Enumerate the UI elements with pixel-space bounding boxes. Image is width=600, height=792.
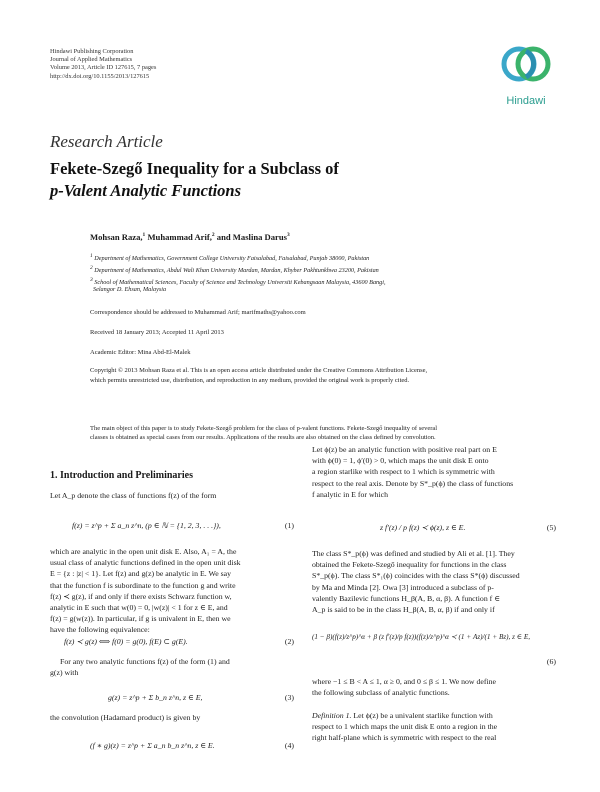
eq-number: (5) bbox=[546, 523, 556, 532]
title-line-1: Fekete-Szegő Inequality for a Subclass of bbox=[50, 159, 339, 178]
author-name: and Maslina Darus bbox=[216, 232, 287, 242]
header-line: Hindawi Publishing Corporation bbox=[50, 48, 134, 55]
equation-5: z f′(z) / p f(z) ≺ ϕ(z), z ∈ E. (5) bbox=[380, 523, 556, 532]
author-name: Mohsan Raza, bbox=[90, 232, 143, 242]
right-para-3: where −1 ≤ B < A ≤ 1, α ≥ 0, and 0 ≤ β ≤ 1. We now define the following subclass of analytic functions. bbox=[312, 677, 496, 698]
left-para-4: the convolution (Hadamard product) is given by bbox=[50, 713, 201, 722]
copyright-line-1: Copyright © 2013 Mohsan Raza et al. This is an open access article distributed under the Creative Commons Attribution License, bbox=[90, 367, 428, 374]
header-line: Volume 2013, Article ID 127615, 7 pages bbox=[50, 64, 157, 72]
article-type: Research Article bbox=[50, 132, 163, 151]
journal-header bbox=[50, 48, 156, 81]
affiliation-3: 3 School of Mathematical Sciences, Faculty of Science and Technology Universiti Kebangsaan Malaysia, 43600 Bangi, bbox=[90, 277, 386, 287]
header-line: Journal of Applied Mathematics bbox=[50, 56, 133, 64]
title-line-2: p-Valent Analytic Functions bbox=[50, 181, 242, 200]
left-para-3: For any two analytic functions f(z) of the form (1) and g(z) with bbox=[50, 657, 230, 678]
right-para-1: Let ϕ(z) be an analytic function with positive real part on E with ϕ(0) = 1, ϕ′(0) > 0, which maps the unit disk E onto a region starlike with respect to 1 which is symmetric with respect to the real axis. Denote by S*_p(ϕ) the class of functions f analytic in E for which bbox=[312, 445, 514, 499]
hindawi-logo bbox=[495, 40, 557, 110]
right-para-2: The class S*_p(ϕ) was defined and studied by Ali et al. [1]. They obtained the Fekete-Szegő inequality for functions in the class S*_p(ϕ). The class S*₁(ϕ) coincides with the class S*(ϕ) discussed by Ma and Minda [2]. Owa [3] introduced a subclass of p- valently Bazilevic functions H_β(A, B, α, β). A function f ∈ A_p is said to be in the class H_β(A, B, α, β) if and only if bbox=[312, 549, 520, 615]
hindawi-logo-icon bbox=[495, 40, 557, 92]
definition-1: Definition 1. Let ϕ(z) be a univalent starlike function with respect to 1 which maps the unit disk E onto a region in the right half-plane which is symmetric with respect to the real bbox=[312, 711, 498, 743]
eq-number: (1) bbox=[284, 521, 294, 530]
section-heading: 1. Introduction and Preliminaries bbox=[50, 470, 193, 481]
author-sup: 2 bbox=[211, 232, 215, 239]
eq-number: (2) bbox=[284, 637, 294, 646]
abstract-line: classes is obtained as special cases from our results. Applications of the results are also obtained on the class defined by convolution. bbox=[90, 434, 436, 441]
left-para-1: Let A_p denote the class of functions f(z) of the form bbox=[50, 491, 217, 500]
equation-3: g(z) = z^p + Σ b_n z^n, z ∈ E, (3) bbox=[108, 693, 294, 702]
abstract-line: The main object of this paper is to study Fekete-Szegő problem for the class of p-valent functions. Fekete-Szegő inequality of several bbox=[90, 425, 438, 432]
eq-number: (6) bbox=[546, 657, 556, 666]
author-sup: 3 bbox=[287, 232, 290, 239]
equation-4: (f ∗ g)(z) = z^p + Σ a_n b_n z^n, z ∈ E. (4) bbox=[90, 741, 294, 750]
eq-number: (4) bbox=[284, 741, 294, 750]
affiliation-3-cont: Selangor D. Ehsan, Malaysia bbox=[93, 286, 167, 293]
header-line: http://dx.doi.org/10.1155/2013/127615 bbox=[50, 72, 150, 80]
equation-6: (1 − β)(f(z)/z^p)^α + β (z f′(z)/p f(z))(f(z)/z^p)^α ≺ (1 + Az)/(1 + Bz), z ∈ E, (6) bbox=[312, 633, 556, 666]
academic-editor: Academic Editor: Mina Abd-El-Malek bbox=[90, 349, 191, 356]
affiliation-1: 1 Department of Mathematics, Government College University Faisalabad, Faisalabad, Punjab 38000, Pakistan bbox=[90, 253, 370, 263]
eq-number: (3) bbox=[284, 693, 294, 702]
correspondence: Correspondence should be addressed to Muhammad Arif; marifmaths@yahoo.com bbox=[90, 309, 306, 316]
abstract bbox=[90, 424, 555, 442]
author-list bbox=[90, 232, 290, 242]
logo-text: Hindawi bbox=[506, 95, 546, 107]
received-date: Received 18 January 2013; Accepted 11 April 2013 bbox=[90, 329, 224, 336]
equation-1: f(z) = z^p + Σ a_n z^n, (p ∈ ℕ = {1, 2, 3, . . .}), (1) bbox=[72, 521, 294, 530]
copyright-line-2: which permits unrestricted use, distribution, and reproduction in any medium, provided the original work is properly cited. bbox=[90, 377, 410, 384]
author-name: Muhammad Arif, bbox=[147, 232, 212, 242]
left-para-2: which are analytic in the open unit disk E. Also, A₁ = A, the usual class of analytic functions defined in the open unit disk E = {z : |z| < 1}. Let f(z) and g(z) be analytic in E. We say that the function f is subordinate to the function g and write f(z) ≺ g(z), if and only if there exists Schwarz function w, analytic in E such that w(0) = 0, |w(z)| < 1 for z ∈ E, and f(z) = g(w(z)). In particular, if g is univalent in E, then we have the following equivalence: bbox=[50, 547, 241, 635]
affiliation-2: 2 Department of Mathematics, Abdul Wali Khan University Mardan, Mardan, Khyber Pakhtunkhwa 23200, Pakistan bbox=[90, 265, 379, 275]
author-sup: 1 bbox=[142, 232, 146, 239]
equation-2: f(z) ≺ g(z) ⟺ f(0) = g(0), f(E) ⊂ g(E). (2) bbox=[64, 637, 294, 646]
paper-title bbox=[50, 158, 339, 202]
definition-label: Definition 1. bbox=[312, 711, 352, 720]
